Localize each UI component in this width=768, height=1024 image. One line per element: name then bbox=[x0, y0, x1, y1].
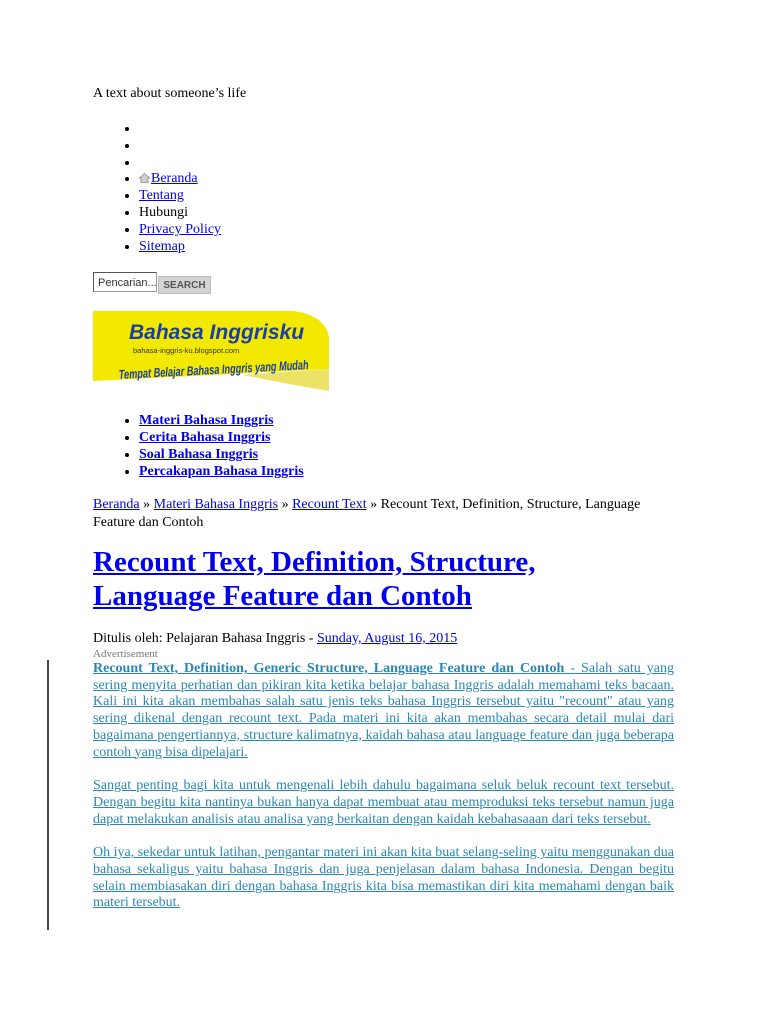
post-paragraph-2[interactable]: Sangat penting bagi kita untuk mengenali lebih dahulu bagaimana seluk beluk recount text tersebut. Dengan begitu kita nantinya bukan hanya dapat membuat atau memproduksi teks tersebut namun juga dapat melakukan analisis atau analisa yang berkaitan dengan kaidah kebahasaaan dari teks tersebut. bbox=[93, 778, 674, 827]
category-item[interactable] bbox=[139, 446, 304, 463]
nav-link-sitemap[interactable]: Sitemap bbox=[139, 238, 185, 254]
nav-item-beranda[interactable] bbox=[139, 171, 221, 188]
category-link-cerita[interactable]: Cerita Bahasa Inggris bbox=[139, 430, 271, 445]
post-paragraph-1[interactable] bbox=[93, 661, 674, 761]
nav-item-sitemap[interactable] bbox=[139, 239, 221, 256]
category-link-materi[interactable]: Materi Bahasa Inggris bbox=[139, 413, 274, 428]
category-link-percakapan[interactable]: Percakapan Bahasa Inggris bbox=[139, 464, 304, 479]
logo-url: bahasa-inggris-ku.blogspot.com bbox=[133, 346, 240, 355]
post-paragraph-1-text: - Salah satu yang sering menyita perhatian dan pikiran kita ketika belajar bahasa Inggris adalah memahami teks bacaan. Kali ini kita akan membahas salah satu jenis teks bahasa Inggris tersebut yaitu "recount" atau yang sering dikenal dengan recount text. Pada materi ini kita akan membahas secara detail mulai dari bagaimana pengertiannya, structure kalimatnya, kaidah bahasa atau language feature dan juga beberapa contoh yang bisa dipelajari. bbox=[93, 661, 674, 760]
top-nav bbox=[93, 121, 221, 255]
empty-nav-item bbox=[139, 138, 221, 155]
logo-title: Bahasa Inggrisku bbox=[129, 321, 305, 344]
nav-link-tentang[interactable]: Tentang bbox=[139, 188, 184, 204]
document-title: A text about someone’s life bbox=[93, 86, 247, 101]
breadcrumb-separator: » bbox=[278, 497, 293, 512]
breadcrumb-current: Recount Text, Definition, Structure, Language Feature dan Contoh bbox=[93, 497, 641, 530]
category-item[interactable] bbox=[139, 463, 304, 480]
post-body bbox=[93, 661, 674, 929]
post-paragraph-3[interactable]: Oh iya, sekedar untuk latihan, pengantar materi ini akan kita buat selang-seling yaitu menggunakan dua bahasa sekaligus yaitu bahasa Inggris dan juga penjelasan dalam bahasa Indonesia. Dengan begitu selain membiasakan diri dengan bahasa Inggris kita bisa memastikan diri kita memahami dengan baik materi tersebut. bbox=[93, 845, 674, 911]
breadcrumb bbox=[93, 496, 653, 532]
nav-link-beranda[interactable]: Beranda bbox=[151, 171, 198, 187]
nav-link-privacy-policy[interactable]: Privacy Policy bbox=[139, 221, 222, 237]
post-date[interactable]: Sunday, August 16, 2015 bbox=[316, 631, 458, 646]
category-nav bbox=[93, 412, 304, 480]
logo-tagline: Tempat Belajar Bahasa Inggris yang Mudah bbox=[118, 352, 388, 382]
post-lead: Recount Text, Definition, Generic Structure, Language Feature dan Contoh bbox=[93, 661, 565, 676]
post-author: Ditulis oleh: Pelajaran Bahasa Inggris - bbox=[93, 631, 317, 646]
left-margin-bar bbox=[47, 660, 49, 930]
post-title bbox=[93, 545, 653, 613]
breadcrumb-separator: » bbox=[366, 497, 381, 512]
nav-label-hubungi: Hubungi bbox=[139, 204, 188, 220]
breadcrumb-home[interactable]: Beranda bbox=[93, 497, 140, 512]
category-item[interactable] bbox=[139, 412, 304, 429]
home-icon bbox=[139, 173, 150, 183]
nav-item-hubungi bbox=[139, 205, 221, 222]
breadcrumb-subcategory[interactable]: Recount Text bbox=[292, 497, 367, 512]
advertisement-label: Advertisement bbox=[93, 648, 158, 660]
site-logo[interactable] bbox=[93, 311, 388, 399]
breadcrumb-separator: » bbox=[139, 497, 154, 512]
nav-item-privacy-policy[interactable] bbox=[139, 222, 221, 239]
empty-nav-item bbox=[139, 121, 221, 138]
empty-nav-item bbox=[139, 155, 221, 172]
breadcrumb-category[interactable]: Materi Bahasa Inggris bbox=[153, 497, 279, 512]
nav-item-tentang[interactable] bbox=[139, 188, 221, 205]
post-meta bbox=[93, 631, 457, 647]
post-title-link[interactable]: Recount Text, Definition, Structure, Language Feature dan Contoh bbox=[93, 546, 536, 612]
search-button[interactable]: SEARCH bbox=[158, 276, 211, 294]
search-input[interactable]: Pencarian... bbox=[93, 272, 157, 292]
category-link-soal[interactable]: Soal Bahasa Inggris bbox=[139, 447, 259, 462]
category-item[interactable] bbox=[139, 429, 304, 446]
